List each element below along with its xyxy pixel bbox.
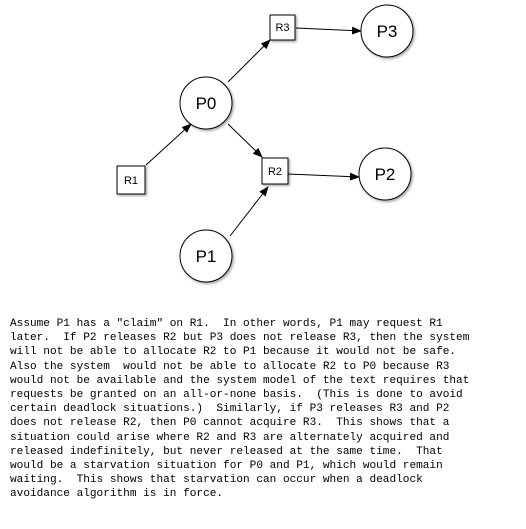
edges <box>146 28 361 236</box>
caption-line: requests be granted on an all-or-none basis. (This is done to avoid <box>10 389 463 402</box>
process-label: P1 <box>195 247 217 266</box>
caption-paragraph <box>10 317 520 502</box>
caption-line: does not release R2, then P0 cannot acquire R3. This shows that a <box>10 417 450 430</box>
caption-line: would be a starvation situation for P0 and P1, which would remain <box>10 460 443 473</box>
process-node-p2 <box>359 148 411 200</box>
process-label: P3 <box>376 22 398 41</box>
caption-line: released indefinitely, but never released at the same time. That <box>10 445 443 458</box>
edge-p1-to-r2 <box>230 187 268 236</box>
caption-line: situation could arise where R2 and R3 are alternately acquired and <box>10 431 450 444</box>
edge-p0-to-r2 <box>228 124 262 157</box>
resource-label: R3 <box>275 22 290 34</box>
edge-p0-to-r3 <box>228 40 270 82</box>
process-node-p1 <box>180 230 232 282</box>
process-node-p3 <box>361 5 413 57</box>
caption-line: Also the system would not be able to allocate R2 to P0 because R3 <box>10 360 450 373</box>
edge-r1-to-p0 <box>146 124 191 165</box>
process-label: P2 <box>374 165 396 184</box>
resource-label: R2 <box>267 166 283 178</box>
resource-node-r3 <box>270 15 295 40</box>
caption-line: waiting. This shows that starvation can occur when a deadlock <box>10 474 423 487</box>
caption-line: will not be able to allocate R2 to P1 because it would not be safe. <box>10 346 457 359</box>
edge-r3-to-p3 <box>296 28 361 31</box>
resource-node-r1 <box>117 166 145 194</box>
resource-label: R1 <box>123 175 139 187</box>
resource-node-r2 <box>262 158 288 184</box>
edge-r2-to-p2 <box>288 174 359 177</box>
process-node-p0 <box>180 77 232 129</box>
caption-line: avoidance algorithm is in force. <box>10 488 224 501</box>
process-label: P0 <box>195 94 217 113</box>
caption-line: Assume P1 has a "claim" on R1. In other words, P1 may request R1 <box>10 318 443 330</box>
caption-line: would not be available and the system model of the text requires that <box>10 374 470 387</box>
caption-line: later. If P2 releases R2 but P3 does not release R3, then the system <box>10 332 470 345</box>
caption-line: certain deadlock situations.) Similarly, if P3 releases R3 and P2 <box>10 403 450 416</box>
